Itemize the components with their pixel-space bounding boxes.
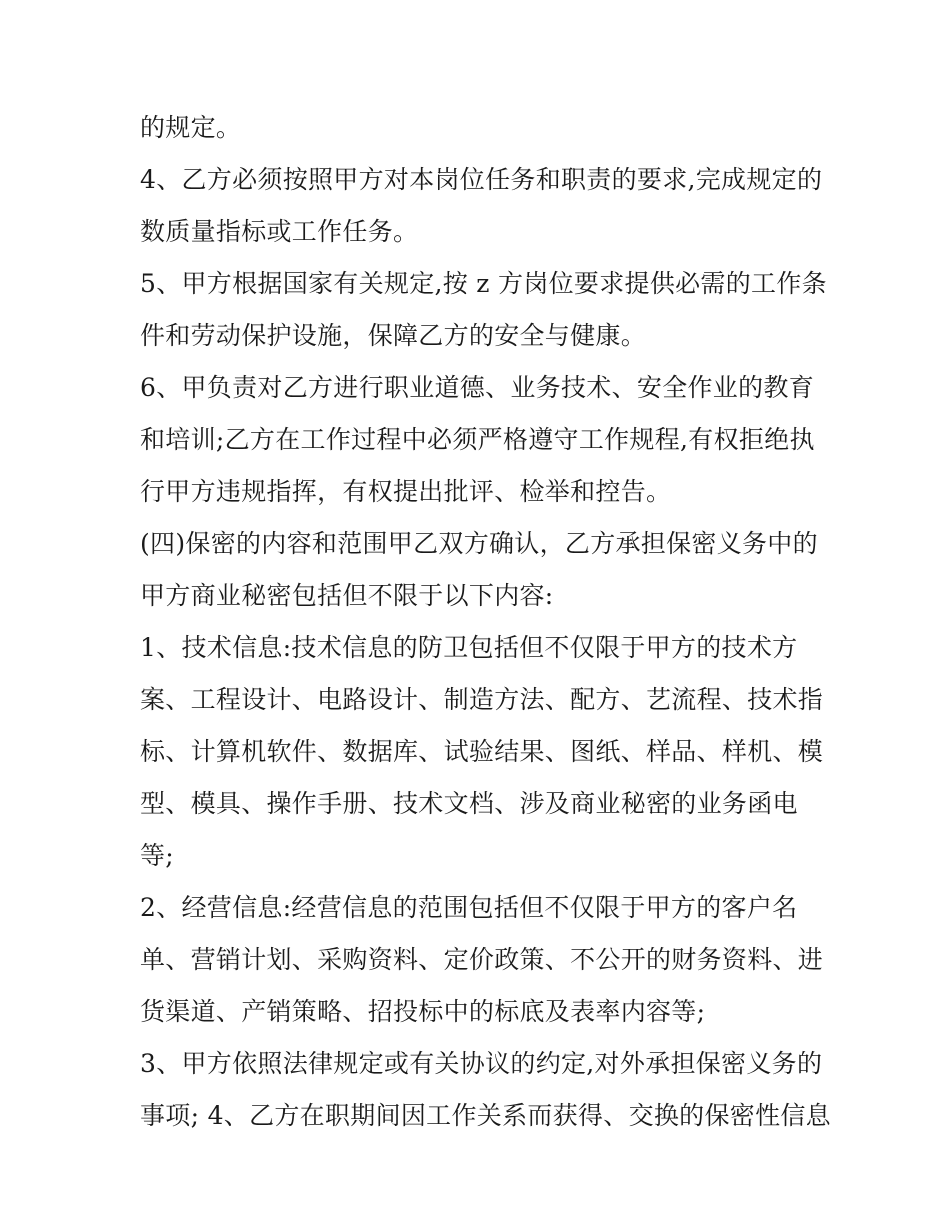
text-line: 型、模具、操作手册、技术文档、涉及商业秘密的业务函电 — [140, 789, 798, 818]
text-line: 等; — [140, 841, 175, 870]
text-line: 单、营销计划、采购资料、定价政策、不公开的财务资料、进 — [140, 945, 824, 974]
text-line: 件和劳动保护设施，保障乙方的安全与健康。 — [140, 321, 647, 350]
text-line: 4、乙方必须按照甲方对本岗位任务和职责的要求,完成规定的 — [140, 165, 823, 194]
text-line: 1、技术信息:技术信息的防卫包括但不仅限于甲方的技术方 — [140, 633, 798, 662]
text-line: 5、甲方根据国家有关规定,按 z 方岗位要求提供必需的工作条 — [140, 269, 827, 298]
text-line: 案、工程设计、电路设计、制造方法、配方、艺流程、技术指 — [140, 685, 824, 714]
text-line: 甲方商业秘密包括但不限于以下内容: — [140, 581, 554, 610]
text-line: (四)保密的内容和范围甲乙双方确认，乙方承担保密义务中的 — [140, 529, 818, 558]
text-line: 2、经营信息:经营信息的范围包括但不仅限于甲方的客户名 — [140, 893, 798, 922]
text-line: 标、计算机软件、数据库、试验结果、图纸、样品、样机、模 — [140, 737, 824, 766]
text-line: 货渠道、产销策略、招投标中的标底及表率内容等; — [140, 997, 706, 1026]
text-line: 行甲方违规指挥，有权提出批评、检举和控告。 — [140, 477, 672, 506]
text-line: 数质量指标或工作任务。 — [140, 217, 419, 246]
text-line: 的规定。 — [140, 113, 242, 142]
text-line: 3、甲方依照法律规定或有关协议的约定,对外承担保密义务的 — [140, 1049, 823, 1078]
text-line: 和培训;乙方在工作过程中必须严格遵守工作规程,有权拒绝执 — [140, 425, 815, 454]
text-line: 事项; 4、乙方在职期间因工作关系而获得、交换的保密性信息 — [140, 1101, 831, 1130]
text-line: 6、甲负责对乙方进行职业道德、业务技术、安全作业的教育 — [140, 373, 815, 402]
